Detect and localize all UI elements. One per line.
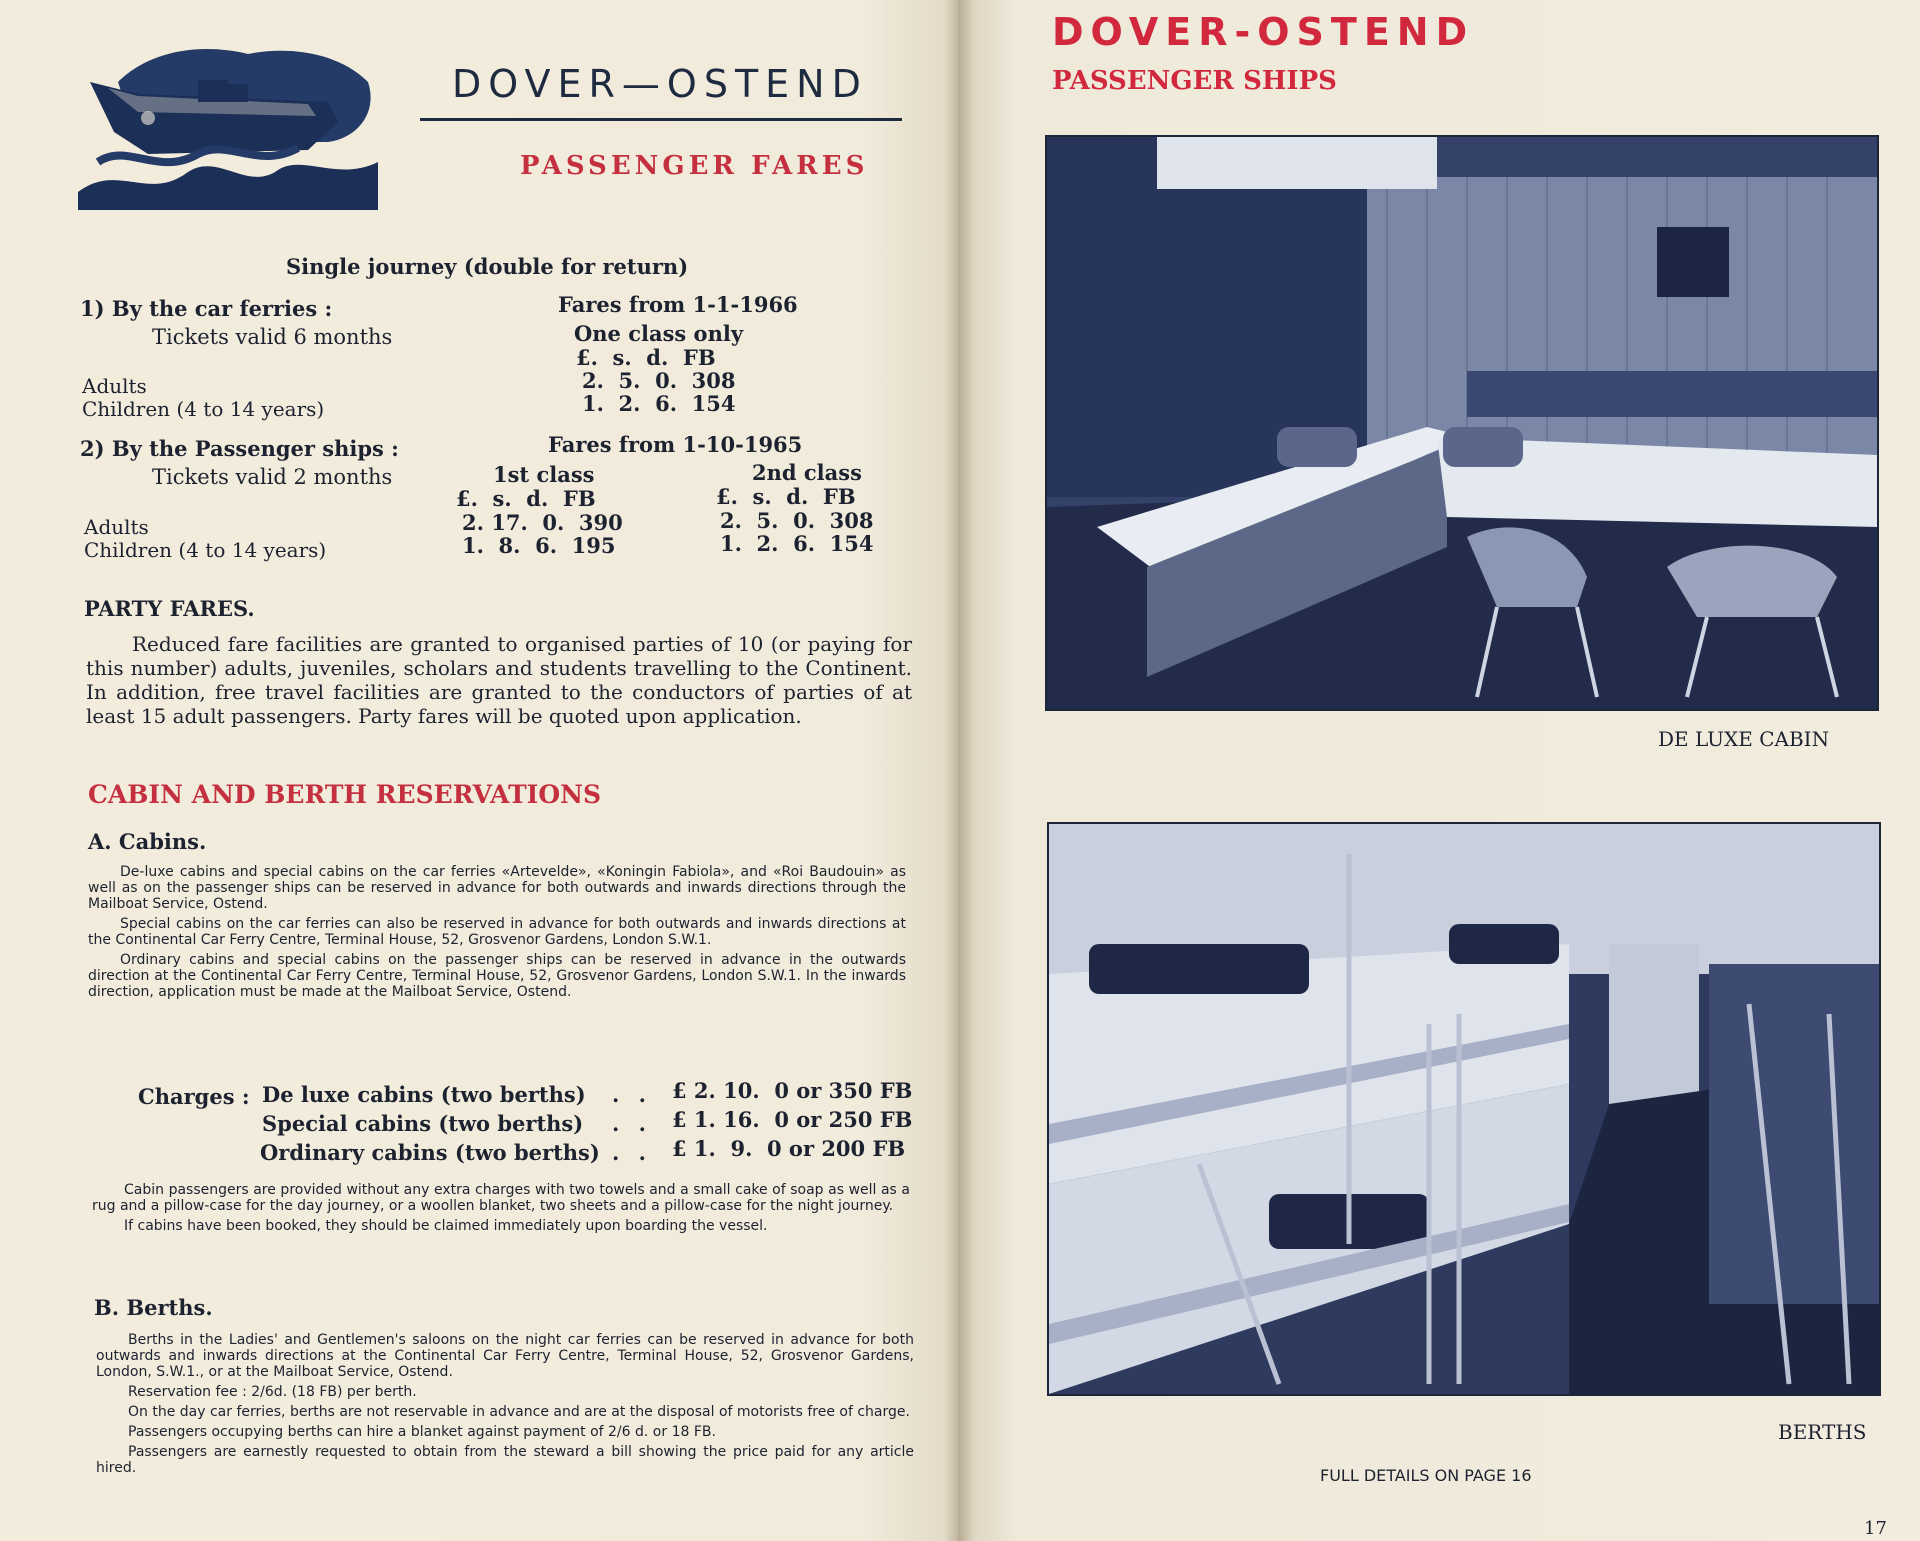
berths-paragraph-3: On the day car ferries, berths are not reservable in advance and are at the disposal of motorists free of charge.	[128, 1404, 910, 1420]
single-journey-note: Single journey (double for return)	[286, 254, 689, 279]
caption-berths: BERTHS	[1778, 1420, 1867, 1444]
passenger-ships-validity: Tickets valid 2 months	[152, 465, 393, 489]
car-ferries-children-fare: 1. 2. 6. 154	[582, 391, 736, 416]
berths-paragraph-5: Passengers are earnestly requested to obtain from the steward a bill showing the price paid for any article hired.	[96, 1444, 914, 1476]
cabins-provisions-block	[92, 1182, 910, 1238]
right-page-subtitle: PASSENGER SHIPS	[1052, 66, 1337, 96]
passenger-ships-heading: 2) By the Passenger ships :	[80, 436, 399, 461]
second-class-heading: 2nd class	[752, 460, 862, 485]
first-class-heading: 1st class	[493, 462, 595, 487]
cabins-heading: A. Cabins.	[88, 829, 207, 854]
right-page	[958, 0, 1920, 1541]
charge-row-name: Special cabins (two berths)	[262, 1111, 584, 1136]
charge-row-price: £ 2. 10. 0 or 350 FB	[672, 1078, 913, 1103]
charge-row-dots: . .	[612, 1140, 652, 1165]
party-fares-text: Reduced fare facilities are granted to organised parties of 10 (or paying for this number) adults, juveniles, scholars and students travelling to the Continent. In addition, free travel facilities are granted to the conductors of parties of at least 15 adult passengers. Party fares will be quoted upon application.	[86, 632, 912, 728]
car-ferries-class: One class only	[574, 321, 744, 346]
second-class-adults-fare: 2. 5. 0. 308	[720, 508, 874, 533]
cabins-paragraph-2: Special cabins on the car ferries can also be reserved in advance for both outwards and inwards directions at the Continental Car Ferry Centre, Terminal House, 52, Grosvenor Gardens, London S.W.1.	[88, 916, 906, 948]
cabins-paragraph-5: If cabins have been booked, they should be claimed immediately upon boarding the vessel.	[124, 1218, 768, 1234]
photo-de-luxe-cabin	[1045, 135, 1879, 711]
header-route-title: DOVER—OSTEND	[452, 62, 868, 106]
cabins-paragraph-3: Ordinary cabins and special cabins on the passenger ships can be reserved in advance in the outwards direction at the Continental Car Ferry Centre, Terminal House, 52, Grosvenor Gardens, London S.W.1. In the inwards direction, application must be made at the Mailboat Service, Ostend.	[88, 952, 906, 1000]
berths-paragraph-2: Reservation fee : 2/6d. (18 FB) per berth.	[128, 1384, 417, 1400]
header-rule	[420, 118, 902, 121]
first-class-adults-fare: 2. 17. 0. 390	[462, 510, 623, 535]
ship-logo-icon	[78, 42, 378, 210]
first-class-column-headers: £. s. d. FB	[456, 486, 596, 511]
car-ferries-column-headers: £. s. d. FB	[576, 345, 716, 370]
second-class-children-fare: 1. 2. 6. 154	[720, 531, 874, 556]
cabins-paragraph-4: Cabin passengers are provided without any extra charges with two towels and a small cake of soap as well as a rug and a pillow-case for the day journey, or a woollen blanket, two sheets and a pillow-case for the night journey.	[92, 1182, 910, 1214]
charge-row-dots: . .	[612, 1082, 652, 1107]
page-number: 17	[1864, 1518, 1887, 1539]
car-ferries-heading: 1) By the car ferries :	[80, 296, 333, 321]
book-gutter	[944, 0, 974, 1541]
car-ferries-adults-label: Adults	[82, 374, 147, 398]
charges-label: Charges :	[138, 1084, 250, 1109]
first-class-children-fare: 1. 8. 6. 195	[462, 533, 616, 558]
charge-row-name: Ordinary cabins (two berths)	[260, 1140, 600, 1165]
cabin-photo-image	[1047, 137, 1877, 709]
berths-text-block	[96, 1332, 914, 1480]
second-class-column-headers: £. s. d. FB	[716, 484, 856, 509]
berths-photo-image	[1049, 824, 1879, 1394]
right-page-title: DOVER-OSTEND	[1052, 10, 1475, 54]
car-ferries-validity: Tickets valid 6 months	[152, 325, 393, 349]
charge-row-name: De luxe cabins (two berths)	[262, 1082, 586, 1107]
berths-paragraph-4: Passengers occupying berths can hire a blanket against payment of 2/6 d. or 18 FB.	[128, 1424, 716, 1440]
passenger-ships-fares-from: Fares from 1-10-1965	[548, 432, 803, 457]
berths-heading: B. Berths.	[94, 1295, 213, 1320]
charge-row-price: £ 1. 16. 0 or 250 FB	[672, 1107, 913, 1132]
cabins-paragraph-1: De-luxe cabins and special cabins on the car ferries «Artevelde», «Koningin Fabiola», and «Roi Baudouin» as well as on the passenger ships can be reserved in advance for both outwards and inwards directions through the Mailboat Service, Ostend.	[88, 864, 906, 912]
photo-berths	[1047, 822, 1881, 1396]
party-fares-heading: PARTY FARES.	[84, 596, 255, 621]
cabins-text-block	[88, 864, 906, 1004]
car-ferries-adults-fare: 2. 5. 0. 308	[582, 368, 736, 393]
left-page	[0, 0, 958, 1541]
full-details-note: FULL DETAILS ON PAGE 16	[1320, 1466, 1532, 1485]
charge-row-price: £ 1. 9. 0 or 200 FB	[672, 1136, 906, 1161]
reservations-heading: CABIN AND BERTH RESERVATIONS	[88, 780, 602, 809]
passenger-ships-adults-label: Adults	[84, 515, 149, 539]
passenger-ships-children-label: Children (4 to 14 years)	[84, 538, 327, 562]
berths-paragraph-1: Berths in the Ladies' and Gentlemen's saloons on the night car ferries can be reserved in advance for both outwards and inwards directions at the Continental Car Ferry Centre, Terminal House, 52, Grosvenor Gardens, London, S.W.1., or at the Mailboat Service, Ostend.	[96, 1332, 914, 1380]
charge-row-dots: . .	[612, 1111, 652, 1136]
section-title-passenger-fares: PASSENGER FARES	[520, 151, 869, 181]
car-ferries-children-label: Children (4 to 14 years)	[82, 397, 325, 421]
car-ferries-fares-from: Fares from 1-1-1966	[558, 292, 798, 317]
caption-de-luxe-cabin: DE LUXE CABIN	[1658, 727, 1830, 751]
